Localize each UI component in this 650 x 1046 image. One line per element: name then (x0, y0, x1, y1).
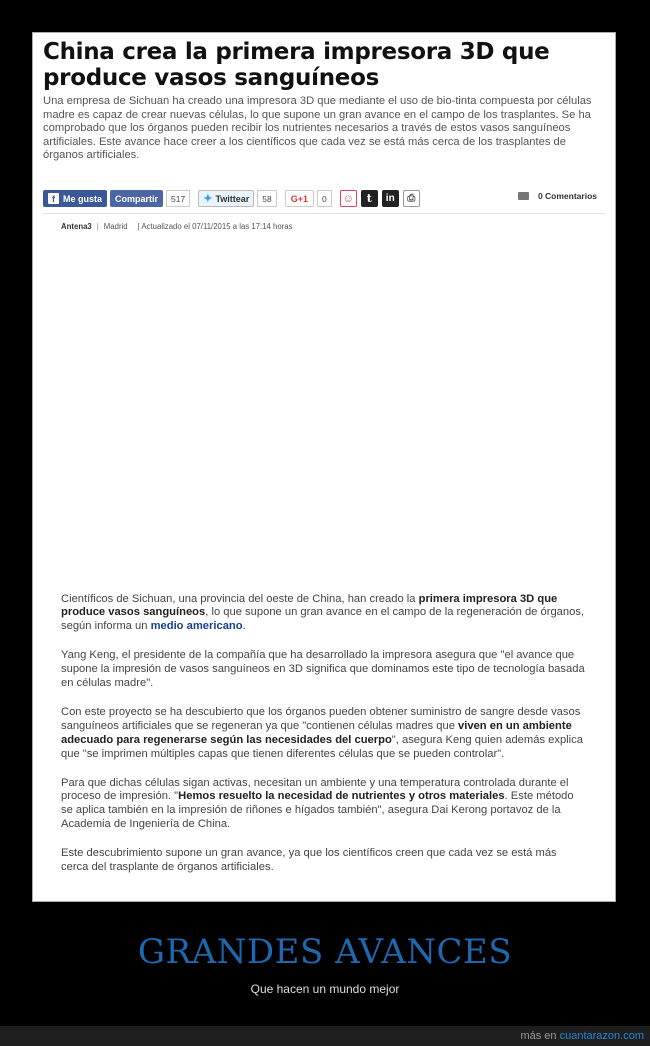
paragraph-2: Yang Keng, el presidente de la compañía que ha desarrollado la impresora asegura que "el avance que supone la impresión de vasos sanguíneos en 3D significa que dominamos este tipo de tecnología basada en células madre". (61, 649, 585, 690)
share-bar (43, 187, 605, 214)
footer-prefix: más en (520, 1030, 560, 1042)
footer-credit (520, 1030, 644, 1042)
paragraph-3 (61, 706, 587, 762)
comments-link[interactable] (518, 191, 597, 201)
p3-text: Con este proyecto se ha descubierto que los órganos pueden obtener suministro de sangre desde vasos sanguíneos artificiales que se regeneran ya que "contienen células madres que (61, 705, 581, 732)
paragraph-1 (61, 593, 587, 635)
gplus-count: 0 (317, 190, 332, 207)
tumblr-icon[interactable]: t (361, 190, 378, 207)
gplus-button[interactable]: G+1 (285, 190, 314, 207)
article-lead: Una empresa de Sichuan ha creado una impresora 3D que mediante el uso de bio-tinta compuesta por células madre es capaz de crear nuevas células, lo que supone un gran avance en el campo de los trasplantes. Se ha comprobado que los órganos pueden recibir los nutrientes necesarios a través de estos vasos sanguíneos artificiales. Este avance hace creer a los científicos que cada vez se está más cerca de los trasplantes de órganos artificiales. (43, 95, 592, 161)
p3-bold: viven en un ambiente adecuado para regenerarse según las necesidades del cuerpo (61, 719, 572, 746)
comment-icon (518, 192, 529, 200)
facebook-like-button[interactable] (43, 190, 107, 207)
tweet-label: Twittear (215, 193, 250, 204)
p1-text: Científicos de Sichuan, una provincia del oeste de China, han creado la (61, 592, 419, 605)
medio-americano-link[interactable]: medio americano (150, 620, 243, 633)
like-label: Me gusta (63, 193, 103, 204)
p4-bold: Hemos resuelto la necesidad de nutrientes y otros materiales (178, 790, 505, 803)
twitter-icon: ✦ (203, 193, 213, 205)
caption (0, 932, 650, 996)
p4-text: Para que dichas células sigan activas, necesitan un ambiente y una temperatura controlada durante el proceso de impresión. " (61, 776, 569, 803)
share-count: 517 (166, 190, 190, 207)
p1-end: . (242, 620, 246, 633)
p4-text-2: . Este método se aplica también en la impresión de riñones e hígados también", asegura Dai Kerong portavoz de la Academia de Ingeniería de China. (61, 790, 574, 831)
screenshot-frame (32, 32, 616, 902)
tweet-count: 58 (257, 190, 276, 207)
facebook-share-button[interactable] (110, 190, 163, 207)
meta-updated: | Actualizado el 07/11/2015 a las 17:14 horas (137, 221, 293, 231)
facebook-icon: f (48, 193, 59, 204)
site-link[interactable]: cuantarazon.com (559, 1030, 644, 1042)
p1-text-2: , lo que supone un gran avance en el campo de la regeneración de órganos, según informa un (61, 606, 585, 633)
caption-title: GRANDES AVANCES (137, 932, 513, 972)
article (33, 33, 615, 875)
caption-subtitle: Que hacen un mundo mejor (250, 982, 400, 996)
linkedin-icon[interactable]: in (382, 190, 399, 207)
footer (0, 1026, 650, 1046)
meneame-icon[interactable]: ☺ (340, 190, 357, 207)
meta-source: Antena3 (61, 221, 92, 231)
media-placeholder (43, 231, 605, 593)
share-label: Compartir (115, 193, 159, 204)
paragraph-5: Este descubrimiento supone un gran avance, ya que los científicos creen que cada vez se está más cerca del trasplante de órganos artificiales. (61, 847, 557, 874)
p3-text-2: ", asegura Keng quien además explica que "se imprimen múltiples capas que tienen diferentes células que se pueden controlar". (61, 733, 583, 760)
paragraph-4 (61, 777, 587, 833)
print-icon[interactable]: ⎙ (403, 190, 420, 207)
tweet-button[interactable] (198, 190, 254, 207)
p1-bold: primera impresora 3D que produce vasos sanguíneos (61, 592, 558, 619)
article-title: China crea la primera impresora 3D que produce vasos sanguíneos (43, 39, 550, 91)
article-body (43, 593, 605, 876)
comments-label: 0 Comentarios (537, 190, 597, 201)
article-meta: Antena3 | Madrid | Actualizado el 07/11/2015 a las 17:14 horas (61, 221, 293, 231)
meta-location: Madrid (103, 221, 128, 231)
